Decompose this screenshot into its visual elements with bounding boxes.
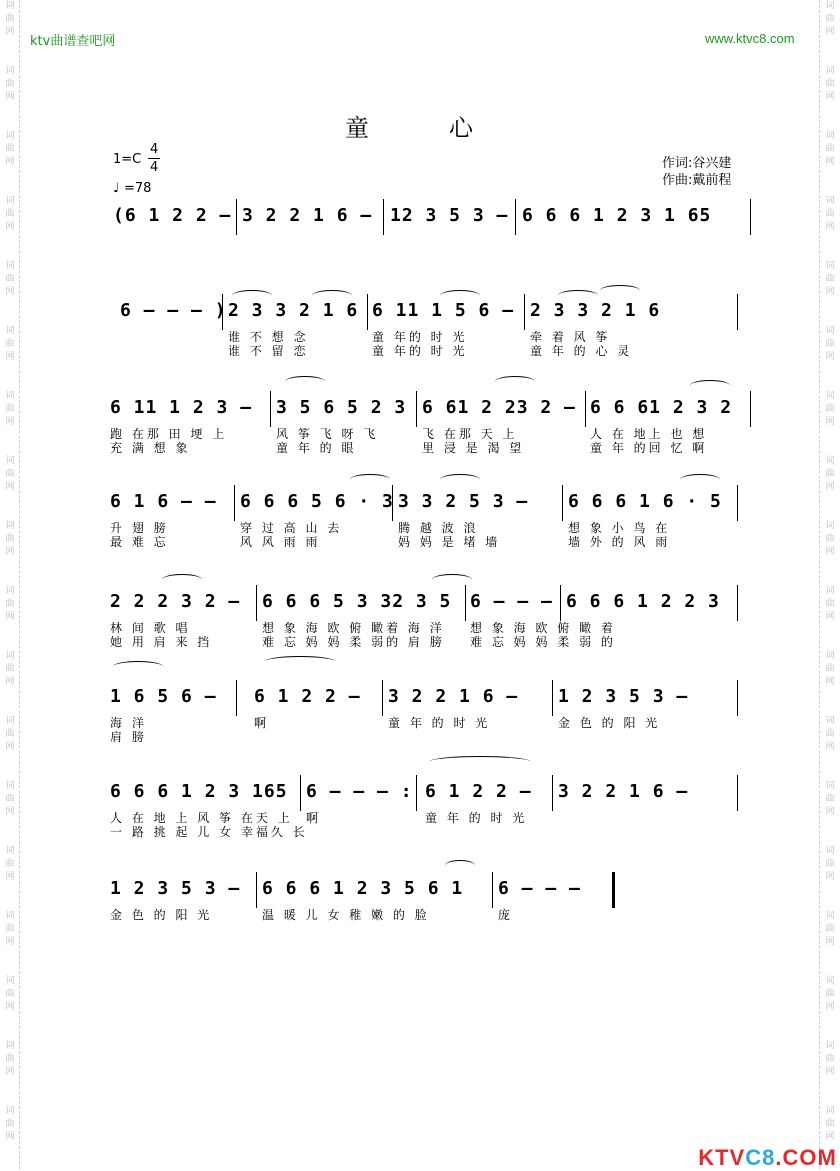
lyric-verse-1: 想 象 海 欧 俯 瞰 着 (470, 621, 616, 635)
ktvc8-logo[interactable] (684, 1119, 837, 1171)
barline (562, 485, 563, 521)
slur-arc (440, 290, 480, 301)
measure-notes: 6 6 6 1 2 3 1 65 (522, 205, 712, 226)
measure-notes: 6 – – – (498, 878, 581, 899)
tempo-note-icon: ♩ (113, 181, 120, 196)
barline (383, 199, 384, 235)
slur-arc (113, 661, 163, 672)
time-signature-line (148, 158, 160, 159)
lyric-verse-2: 童 年 的 眼 (276, 441, 357, 455)
measure-notes: 6 11 1 5 6 – (372, 300, 515, 321)
measure-notes: 6 6 61 2 3 2 (590, 397, 733, 418)
time-signature-bottom: 4 (150, 160, 159, 175)
left-dashed-border (19, 0, 20, 1169)
lyric-verse-1: 牵 着 风 筝 (530, 330, 611, 344)
lyric-verse-2: 谁 不 留 恋 (228, 344, 309, 358)
lyric-verse-2: 最 难 忘 (110, 535, 169, 549)
lyric-verse-1: 庞 (498, 908, 514, 922)
barline (560, 585, 561, 621)
barline (585, 391, 586, 427)
lyric-verse-1: 人 在 地 上 风 筝 在天 上 (110, 811, 293, 825)
slur-arc (440, 474, 480, 485)
barline (465, 585, 466, 621)
measure-notes: 6 1 6 – – (110, 491, 217, 512)
measure-notes: 6 6 6 1 2 2 3 (566, 591, 720, 612)
lyric-verse-1: 想 象 小 鸟 在 (568, 521, 671, 535)
lyric-verse-1: 谁 不 想 念 (228, 330, 309, 344)
barline (515, 199, 516, 235)
barline (552, 775, 553, 811)
slur-arc (232, 290, 272, 301)
measure-notes: 6 – – – (470, 591, 553, 612)
lyric-verse-1: 金 色 的 阳 光 (558, 716, 661, 730)
site-url-right[interactable]: www.ktvc8.com (705, 31, 795, 46)
site-name-left[interactable]: ktv曲谱查吧网 (30, 34, 116, 49)
barline (416, 391, 417, 427)
lyric-verse-1: 跑 在那 田 埂 上 (110, 427, 228, 441)
slur-arc (558, 290, 598, 301)
measure-notes: 1 2 3 5 3 – (558, 686, 689, 707)
measure-notes: 6 1 2 2 – (425, 781, 532, 802)
barline (270, 391, 271, 427)
measure-notes: 6 6 6 5 3 32 3 5 (262, 591, 452, 612)
barline (236, 199, 237, 235)
measure-notes: 1 2 3 5 3 – (110, 878, 241, 899)
lyric-verse-2: 里 浸 是 渴 望 (422, 441, 525, 455)
measure-notes: 2 3 3 2 1 6 (228, 300, 359, 321)
time-signature-top: 4 (150, 142, 159, 157)
barline (367, 294, 368, 330)
measure-notes: 6 61 2 23 2 – (422, 397, 576, 418)
lyric-verse-1: 童 年 的 时 光 (388, 716, 491, 730)
lyricist: 作词:谷兴建 (662, 156, 732, 171)
measure-notes: 2 2 2 3 2 – (110, 591, 241, 612)
lyric-verse-2: 童 年 的 心 灵 (530, 344, 633, 358)
slur-arc (350, 474, 390, 485)
lyric-verse-1: 啊 (306, 811, 322, 825)
barline (416, 775, 417, 811)
measure-notes: 6 – – – ) (120, 300, 227, 321)
measure-notes: (6 1 2 2 – (113, 205, 232, 226)
lyric-verse-1: 人 在 地上 也 想 (590, 427, 708, 441)
lyric-verse-1: 飞 在那 天 上 (422, 427, 518, 441)
barline (737, 485, 738, 521)
lyric-verse-2: 墙 外 的 风 雨 (568, 535, 671, 549)
lyric-verse-2: 风 风 雨 雨 (240, 535, 321, 549)
lyric-verse-2: 童 年 的回 忆 啊 (590, 441, 708, 455)
barline (256, 585, 257, 621)
slur-arc (432, 574, 472, 585)
lyric-verse-2: 她 用 肩 来 挡 (110, 635, 213, 649)
lyric-verse-1: 林 间 歌 唱 (110, 621, 191, 635)
measure-notes: 3 2 2 1 6 – (242, 205, 373, 226)
measure-notes: 6 6 6 1 6 · 5 (568, 491, 722, 512)
key-signature: 1=C (113, 152, 142, 167)
slur-arc (430, 756, 530, 767)
barline (492, 872, 493, 908)
lyric-verse-2: 童 年的 时 光 (372, 344, 468, 358)
slur-arc (285, 376, 325, 387)
measure-notes: 3 2 2 1 6 – (558, 781, 689, 802)
barline (256, 872, 257, 908)
lyric-verse-1: 风 筝 飞 呀 飞 (276, 427, 379, 441)
lyric-verse-2: 妈 妈 是 堵 墙 (398, 535, 501, 549)
lyric-verse-1: 升 翅 膀 (110, 521, 169, 535)
composer: 作曲:戴前程 (662, 173, 732, 188)
logo-ktv: KTV (698, 1145, 746, 1170)
lyric-verse-1: 穿 过 高 山 去 (240, 521, 343, 535)
lyric-verse-1: 啊 (254, 716, 270, 730)
lyric-verse-1: 海 洋 (110, 716, 147, 730)
lyric-verse-2: 难 忘 妈 妈 柔 弱 的 (470, 635, 616, 649)
measure-notes: 6 11 1 2 3 – (110, 397, 253, 418)
measure-notes: 3 3 2 5 3 – (398, 491, 529, 512)
barline (737, 775, 738, 811)
measure-notes: 6 – – – : (306, 781, 413, 802)
barline (234, 485, 235, 521)
slur-arc (445, 860, 475, 871)
barline (524, 294, 525, 330)
measure-notes: 6 6 6 1 2 3 165 (110, 781, 288, 802)
slur-arc (690, 380, 730, 391)
lyric-verse-1: 童 年的 时 光 (372, 330, 468, 344)
slur-arc (600, 285, 640, 296)
logo-c8: C8 (745, 1145, 776, 1170)
right-dashed-border (819, 0, 820, 1169)
barline (392, 485, 393, 521)
slur-arc (680, 474, 720, 485)
slur-arc (495, 376, 535, 387)
measure-notes: 3 5 6 5 2 3 (276, 397, 407, 418)
barline (737, 585, 738, 621)
lyric-verse-1: 童 年 的 时 光 (425, 811, 528, 825)
lyric-verse-1: 腾 越 波 浪 (398, 521, 479, 535)
lyric-verse-2: 一 路 挑 起 儿 女 幸福久 长 (110, 825, 308, 839)
logo-com: .COM (775, 1145, 837, 1170)
measure-notes: 12 3 5 3 – (390, 205, 509, 226)
barline (552, 680, 553, 716)
barline (236, 680, 237, 716)
measure-notes: 1 6 5 6 – (110, 686, 217, 707)
measure-notes: 3 2 2 1 6 – (388, 686, 519, 707)
right-watermark-column: 词 曲 网 词 曲 网 词 曲 网 词 曲 网 词 曲 网 词 曲 网 词 曲 网 词 曲 网 词 曲 网 词 曲 网 词 曲 网 词 曲 网 词 曲 网 词 曲 网 词 曲 网 词 曲 网 词 曲 网 词 曲 网 (825, 1, 835, 1142)
slur-arc (265, 656, 335, 667)
measure-notes: 6 6 6 1 2 3 5 6 1 (262, 878, 464, 899)
lyric-verse-1: 金 色 的 阳 光 (110, 908, 213, 922)
tempo-value: =78 (124, 181, 152, 196)
final-barline (612, 872, 615, 908)
measure-notes: 2 3 3 2 1 6 (530, 300, 661, 321)
lyric-verse-2: 充 满 想 象 (110, 441, 191, 455)
barline (737, 294, 738, 330)
barline (750, 199, 751, 235)
lyric-verse-1: 温 暖 儿 女 稚 嫩 的 脸 (262, 908, 430, 922)
barline (222, 294, 223, 330)
lyric-verse-2: 难 忘 妈 妈 柔 弱的 肩 膀 (262, 635, 445, 649)
lyric-verse-1: 想 象 海 欧 俯 瞰着 海 洋 (262, 621, 445, 635)
measure-notes: 6 6 6 5 6 · 3 (240, 491, 394, 512)
slur-arc (312, 290, 352, 301)
barline (382, 680, 383, 716)
barline (300, 775, 301, 811)
slur-arc (162, 574, 202, 585)
barline (750, 391, 751, 427)
left-watermark-column: 词 曲 网 词 曲 网 词 曲 网 词 曲 网 词 曲 网 词 曲 网 词 曲 网 词 曲 网 词 曲 网 词 曲 网 词 曲 网 词 曲 网 词 曲 网 词 曲 网 词 曲 网 词 曲 网 词 曲 网 词 曲 网 (5, 1, 15, 1142)
song-title: 童心 (345, 114, 553, 142)
lyric-verse-2: 肩 膀 (110, 730, 147, 744)
measure-notes: 6 1 2 2 – (254, 686, 361, 707)
barline (737, 680, 738, 716)
